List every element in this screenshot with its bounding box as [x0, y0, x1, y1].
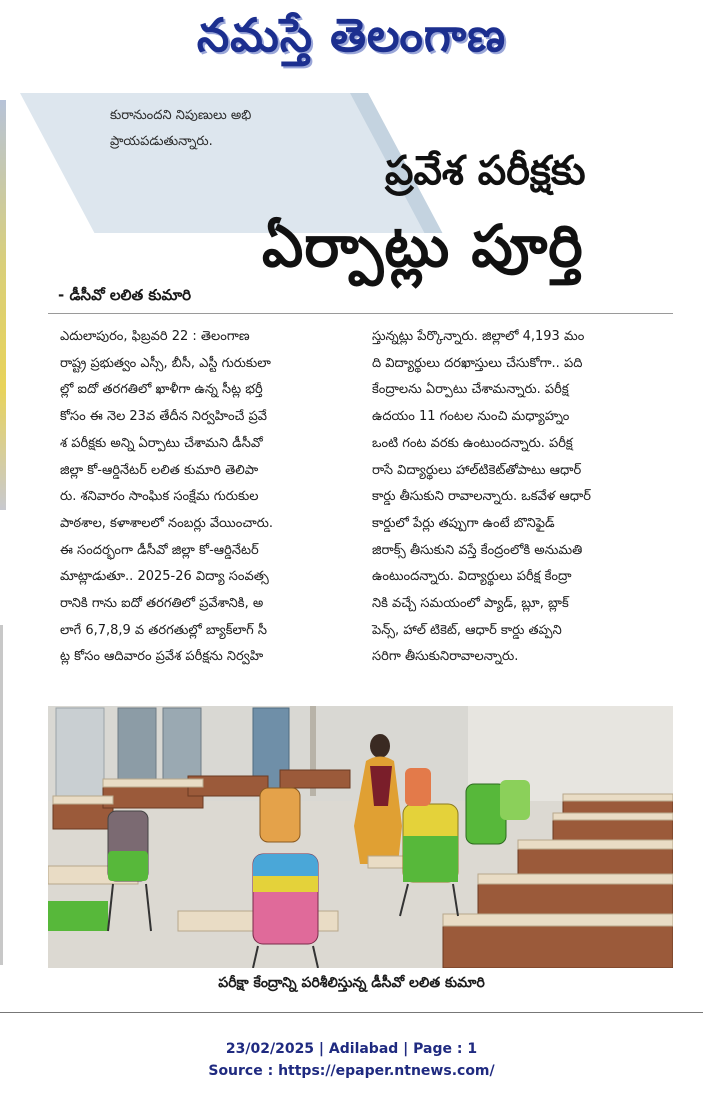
intro-line: ప్రాయపడుతున్నారు.: [110, 134, 213, 149]
article-column-1: [60, 324, 360, 671]
text-line: జిరాక్స్ తీసుకుని వస్తే కేంద్రంలోకి అనుమతి: [372, 542, 583, 558]
text-line: కార్డులో పేర్లు తప్పుగా ఉంటే బొనిఫైడ్: [372, 515, 555, 531]
edition-info: 23/02/2025 | Adilabad | Page : 1: [225, 1041, 478, 1057]
text-line: రు. శనివారం సాంఘిక సంక్షేమ గురుకుల: [60, 489, 259, 505]
text-line: శ పరీక్షకు అన్ని ఏర్పాటు చేశామని డీసీవో: [60, 435, 263, 451]
text-line: మాట్లాడుతూ.. 2025-26 విద్యా సంవత్స: [60, 569, 269, 585]
text-line: కేంద్రాలను ఏర్పాటు చేశామన్నారు. పరీక్ష: [372, 382, 569, 398]
adjacent-clipping-edge: [0, 100, 6, 510]
headline-line-1: ప్రవేశ పరీక్షకు: [385, 148, 586, 194]
text-line: ఎదులాపురం, ఫిబ్రవరి 22 : తెలంగాణ: [60, 329, 250, 344]
text-line: రాసే విద్యార్థులు హాల్‌టికెట్‌తోపాటు ఆధార్: [372, 462, 582, 478]
text-line: ట్ల కోసం ఆదివారం ప్రవేశ పరీక్షను నిర్వహి: [60, 649, 264, 665]
text-line: కోసం ఈ నెల 23వ తేదీన నిర్వహించే ప్రవే: [60, 409, 268, 425]
text-line: లాగే 6,7,8,9 వ తరగతుల్లో బ్యాక్‌లాగ్ సీ: [60, 622, 267, 638]
adjacent-column-edge: [0, 625, 3, 965]
text-line: సరిగా తీసుకునిరావాలన్నారు.: [372, 649, 519, 665]
divider: [48, 313, 673, 314]
text-line: ల్లో ఐదో తరగతిలో ఖాళీగా ఉన్న సీట్ల భర్తీ: [60, 382, 263, 398]
text-line: ది విద్యార్థులు దరఖాస్తులు చేసుకోగా.. పది: [372, 355, 583, 371]
intro-text: [110, 103, 251, 155]
text-line: ఈ సందర్భంగా డీసీవో జిల్లా కో-ఆర్డినేటర్: [60, 542, 259, 558]
text-line: పెన్స్, హాల్ టికెట్, ఆధార్ కార్డు తప్పని: [372, 622, 562, 638]
article-column-2: [372, 324, 672, 671]
headline-line-2: ఏర్పాట్లు పూర్తి: [262, 212, 584, 280]
text-line: రానికి గాను ఐదో తరగతిలో ప్రవేశానికి, అ: [60, 596, 264, 612]
intro-line: కురానుందని నిపుణులు అభి: [110, 108, 252, 123]
footer-divider: [0, 1012, 703, 1013]
text-line: జిల్లా కో-ఆర్డినేటర్ లలిత కుమారి తెలిపా: [60, 462, 259, 478]
masthead: [0, 0, 703, 80]
classroom-illustration: [48, 706, 673, 968]
newspaper-logo: నమస్తే తెలంగాణ: [196, 8, 507, 62]
text-line: నికి వచ్చే సమయంలో ప్యాడ్, బ్లూ, బ్లాక్: [372, 596, 569, 612]
text-line: పాఠశాల, కళాశాలలో నంబర్లు వేయించారు.: [60, 515, 274, 531]
text-line: కార్డు తీసుకుని రావాలన్నారు. ఒకవేళ ఆధార్: [372, 489, 591, 505]
text-line: ఒంటి గంట వరకు ఉంటుందన్నారు. పరీక్ష: [372, 435, 573, 451]
classroom-photo: [48, 706, 673, 968]
text-line: ఉదయం 11 గంటల నుంచి మధ్యాహ్నం: [372, 409, 570, 425]
photo-caption: పరీక్షా కేంద్రాన్ని పరిశీలిస్తున్న డీసీవో లలిత కుమారి: [218, 975, 485, 991]
source-footer: [0, 1038, 703, 1082]
text-line: రాష్ట్ర ప్రభుత్వం ఎస్సీ, బీసీ, ఎస్టీ గురుకులా: [60, 355, 271, 371]
byline: - డీసీవో లలిత కుమారి: [58, 286, 192, 304]
text-line: ఉంటుందన్నారు. విద్యార్థులు పరీక్ష కేంద్రా: [372, 569, 572, 585]
source-link[interactable]: Source : https://epaper.ntnews.com/: [208, 1063, 495, 1079]
text-line: స్తున్నట్లు పేర్కొన్నారు. జిల్లాలో 4,193 మం: [372, 329, 585, 344]
